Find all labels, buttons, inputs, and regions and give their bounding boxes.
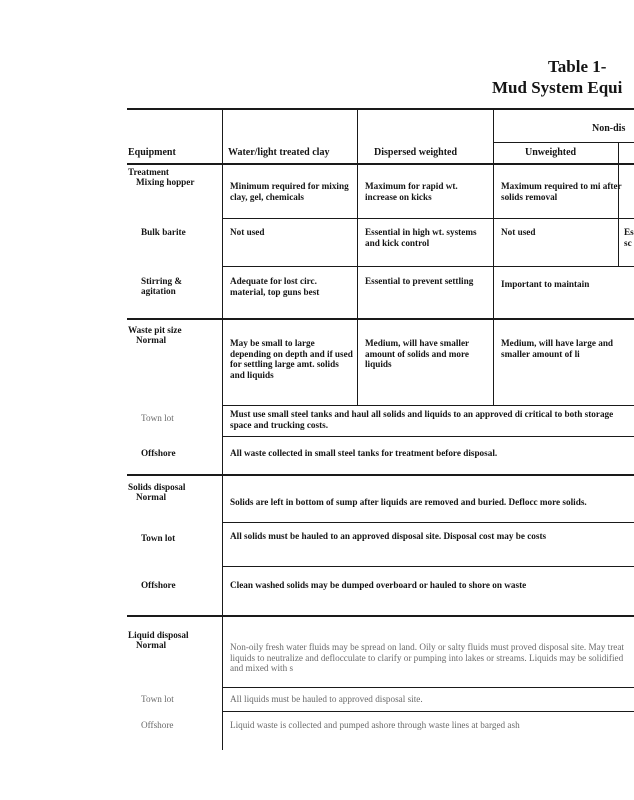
rule-section-1 xyxy=(127,318,634,320)
cell-liquid-town-text: All liquids must be hauled to approved disposal site. xyxy=(230,694,423,704)
rule-section-3 xyxy=(127,615,634,617)
rule-group-header xyxy=(493,142,634,143)
row-label-liquid-normal: Normal xyxy=(136,640,167,650)
vrule-col-2 xyxy=(357,110,358,405)
table-title: Mud System Equi xyxy=(492,78,623,97)
header-unweighted: Unweighted xyxy=(525,147,577,158)
row-label-solids-offshore: Offshore xyxy=(141,580,176,590)
header-dispersed-weighted: Dispersed weighted xyxy=(374,147,458,158)
cell-stirring-water: Adequate for lost circ. material, top guns best xyxy=(230,276,320,297)
table-number: Table 1- xyxy=(548,57,607,76)
cell-stirring-unweighted: Important to maintain xyxy=(501,279,590,289)
cell-pit-town-text: Must use small steel tanks and haul all solids and liquids to an approved di critical to both storage space and trucking costs. xyxy=(230,409,614,430)
cell-pit-normal-dispersed: Medium, will have smaller amount of solids and more liquids xyxy=(365,338,469,369)
cell-liquid-offshore-text: Liquid waste is collected and pumped ashore through waste lines at barged ash xyxy=(230,720,520,730)
rule-row-6 xyxy=(222,566,634,567)
header-group-nondispersed: Non-dis xyxy=(592,123,626,134)
cell-liquid-normal-text: Non-oily fresh water fluids may be spread on land. Oily or salty fluids must proved disposal site. May treat liquids to neutralize and deflocculate to clarify or pumping into lakes or streams. Liquids may be solidified and mixed with s xyxy=(230,642,624,673)
cell-solids-town-text: All solids must be hauled to an approved disposal site. Disposal cost may be costs xyxy=(230,531,547,541)
rule-top xyxy=(127,108,634,110)
vrule-col-3 xyxy=(493,110,494,405)
cell-bulk-barite-unweighted: Not used xyxy=(501,227,536,237)
cell-solids-normal-text: Solids are left in bottom of sump after liquids are removed and buried. Deflocc more solids. xyxy=(230,497,587,507)
cell-pit-offshore-text: All waste collected in small steel tanks for treatment before disposal. xyxy=(230,448,498,458)
row-label-liquid-town: Town lot xyxy=(141,694,174,704)
rule-row-2 xyxy=(222,266,634,267)
cell-stirring-dispersed: Essential to prevent settling xyxy=(365,276,474,286)
row-label-liquid-offshore: Offshore xyxy=(141,720,174,730)
rule-row-1 xyxy=(222,218,634,219)
section-treatment: Treatment xyxy=(128,167,169,177)
row-label-agitation: agitation xyxy=(141,286,176,296)
rule-section-2 xyxy=(127,474,634,476)
row-label-stirring: Stirring & xyxy=(141,276,183,286)
cell-bulk-barite-dispersed: Essential in high wt. systems and kick control xyxy=(365,227,477,248)
cell-pit-normal-unweighted: Medium, will have large and smaller amount of li xyxy=(501,338,614,359)
section-waste-pit: Waste pit size xyxy=(128,325,182,335)
row-label-mixing-hopper: Mixing hopper xyxy=(136,177,195,187)
rule-header-bottom xyxy=(127,163,634,165)
section-liquid-disposal: Liquid disposal xyxy=(128,630,189,640)
header-equipment: Equipment xyxy=(128,147,176,158)
rule-row-7 xyxy=(222,687,634,688)
section-solids-disposal: Solids disposal xyxy=(128,482,186,492)
cell-solids-offshore-text: Clean washed solids may be dumped overboard or hauled to shore on waste xyxy=(230,580,527,590)
row-label-pit-normal: Normal xyxy=(136,335,167,345)
rule-row-8 xyxy=(222,711,634,712)
cell-bulk-barite-extra: Es sc xyxy=(624,227,634,248)
row-label-solids-normal: Normal xyxy=(136,492,167,502)
row-label-bulk-barite: Bulk barite xyxy=(141,227,186,237)
cell-mixing-hopper-unweighted: Maximum required to mi after solids removal xyxy=(501,181,622,202)
rule-row-3 xyxy=(222,405,634,406)
cell-mixing-hopper-dispersed: Maximum for rapid wt. increase on kicks xyxy=(365,181,458,202)
rule-row-4 xyxy=(222,436,634,437)
row-label-pit-offshore: Offshore xyxy=(141,448,176,458)
row-label-solids-town: Town lot xyxy=(141,533,176,543)
vrule-col-1 xyxy=(222,110,223,750)
row-label-pit-town: Town lot xyxy=(141,413,174,423)
cell-bulk-barite-water: Not used xyxy=(230,227,265,237)
header-water-clay: Water/light treated clay xyxy=(228,147,330,158)
rule-row-5 xyxy=(222,522,634,523)
cell-mixing-hopper-water: Minimum required for mixing clay, gel, chemicals xyxy=(230,181,349,202)
cell-pit-normal-water: May be small to large depending on depth and if used for settling large amt. solids and liquids xyxy=(230,338,353,380)
